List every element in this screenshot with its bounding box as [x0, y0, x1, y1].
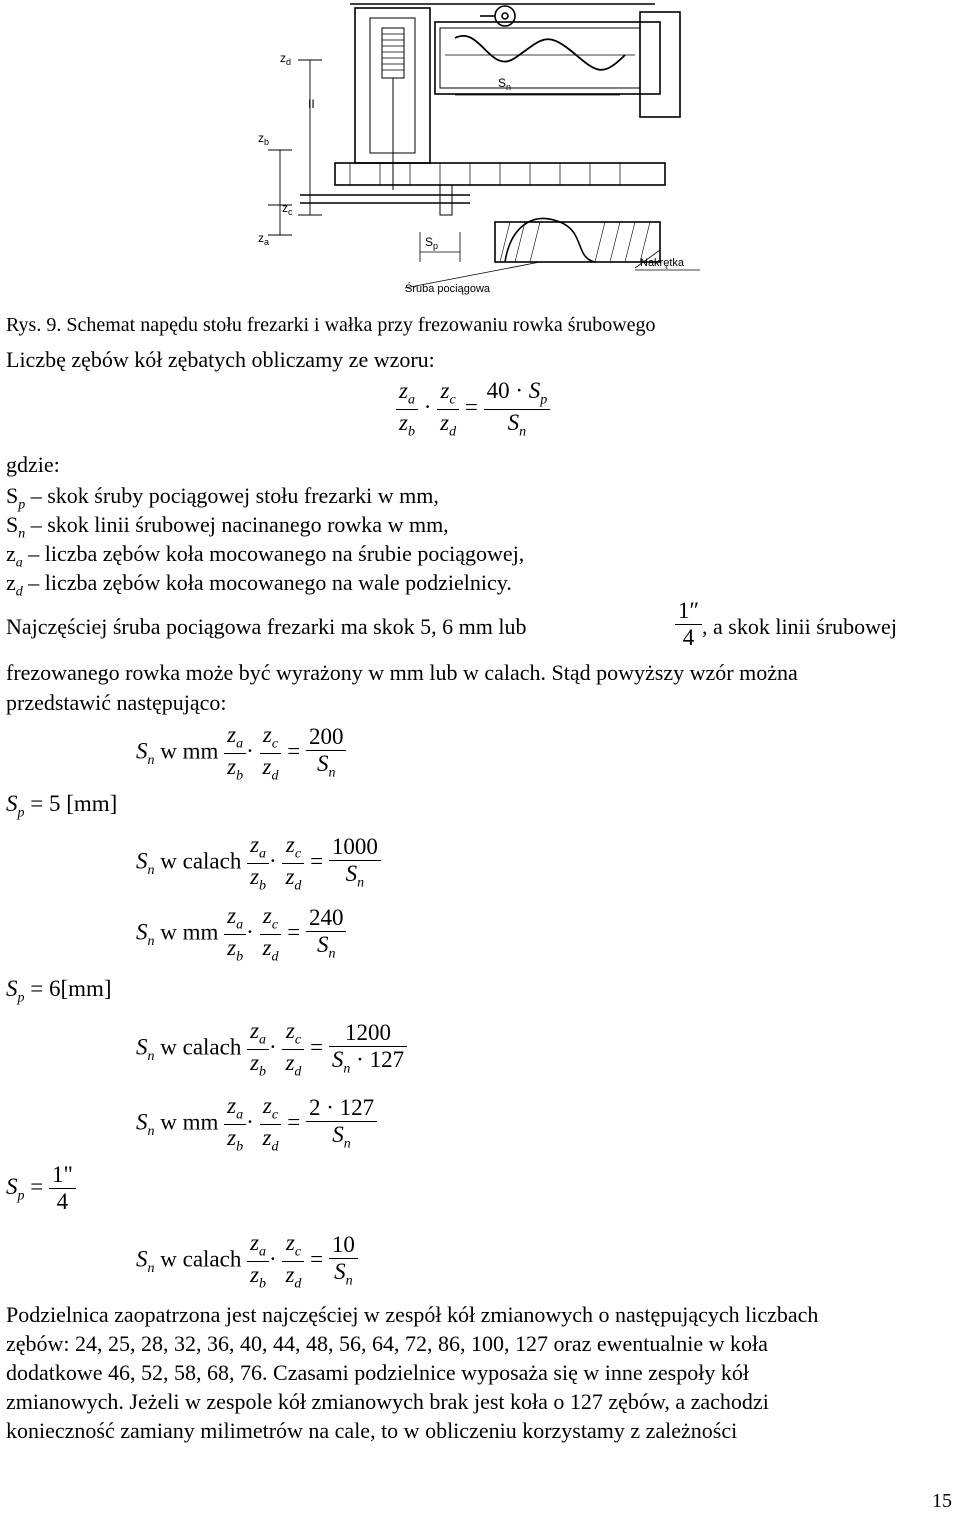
- para1-line2: frezowanego rowka może być wyrażony w mm lub w calach. Stąd powyższy wzór można: [6, 660, 798, 685]
- case-sp5-label: $S_p = 5$ [mm]: [6, 791, 118, 821]
- def-za: $z_a$ – liczba zębów koła mocowanego na śrubie pociągowej,: [6, 541, 525, 571]
- label-zb: $z_b$: [258, 131, 270, 147]
- formula-sp6-cal: $S_n$ w calach $\frac{z_a}{z_b}$ · $\frac{z_c}{z_d}$ = $\frac{1200}{S_n \cdot 127}$: [136, 1018, 407, 1080]
- intro-text: Liczbę zębów kół zębatych obliczamy ze wzoru:: [6, 347, 435, 372]
- def-zd: $z_d$ – liczba zębów koła mocowanego na wale podzielnicy.: [6, 570, 512, 600]
- para1-line3: przedstawić następująco:: [6, 690, 227, 715]
- formula-sp14-mm: $S_n$ w mm $\frac{z_a}{z_b}$ · $\frac{z_c}{z_d}$ = $\frac{2 \cdot 127}{S_n}$: [136, 1093, 377, 1155]
- para1-fraction: $\frac{1''}{4}$: [675, 598, 702, 651]
- main-formula: $\frac{z_a}{z_b}$ · $\frac{z_c}{z_d}$ = $\frac{40 \cdot S_p}{S_n}$: [396, 378, 550, 440]
- label-screw: Śruba pociągowa: [405, 283, 491, 295]
- formula-sp14-cal: $S_n$ w calach $\frac{z_a}{z_b}$ · $\frac{z_c}{z_d}$ = $\frac{10}{S_n}$: [136, 1230, 358, 1292]
- para2-line2: zębów: 24, 25, 28, 32, 36, 40, 44, 48, 56, 64, 72, 86, 100, 127 oraz ewentualnie w koła: [6, 1331, 768, 1356]
- page-number: 15: [932, 1490, 952, 1512]
- para1-line1a: Najczęściej śruba pociągowa frezarki ma skok 5, 6 mm lub: [6, 614, 527, 639]
- label-sn: $S_n$: [498, 76, 512, 92]
- case-sp14-label: $S_p$ = $\frac{1"}{4}$: [6, 1162, 76, 1215]
- para1-line1b: , a skok linii śrubowej: [702, 614, 897, 639]
- para2-line3: dodatkowe 46, 52, 58, 68, 76. Czasami podzielnice wyposaża się w inne zespoły kół: [6, 1360, 749, 1385]
- para2-line5: konieczność zamiany milimetrów na cale, to w obliczeniu korzystamy z zależności: [6, 1418, 738, 1443]
- milling-drive-diagram: [240, 0, 720, 305]
- figure-caption: Rys. 9. Schemat napędu stołu frezarki i wałka przy frezowaniu rowka śrubowego: [6, 314, 656, 336]
- label-roman: II: [308, 97, 315, 111]
- formula-sp6-mm: $S_n$ w mm $\frac{z_a}{z_b}$ · $\frac{z_c}{z_d}$ = $\frac{240}{S_n}$: [136, 903, 346, 965]
- formula-sp5-mm: $S_n$ w mm $\frac{z_a}{z_b}$ · $\frac{z_c}{z_d}$ = $\frac{200}{S_n}$: [136, 722, 346, 784]
- label-nut: Nakrętka: [640, 257, 685, 269]
- label-sp: $S_p$: [425, 235, 439, 251]
- para2-line1: Podzielnica zaopatrzona jest najczęściej w zespół kół zmianowych o następujących liczbach: [6, 1302, 819, 1327]
- gdzie-label: gdzie:: [6, 452, 60, 477]
- def-sp: $S_p$ – skok śruby pociągowej stołu frezarki w mm,: [6, 483, 439, 513]
- label-zd: $z_d$: [280, 51, 292, 67]
- case-sp6-label: $S_p = 6[mm]$: [6, 976, 112, 1006]
- label-zc: $z_c$: [282, 201, 293, 217]
- para2-line4: zmianowych. Jeżeli w zespole kół zmianowych brak jest koła o 127 zębów, a zachodzi: [6, 1389, 769, 1414]
- def-sn: $S_n$ – skok linii śrubowej nacinanego rowka w mm,: [6, 512, 449, 542]
- label-za: $z_a$: [258, 231, 270, 247]
- formula-sp5-cal: $S_n$ w calach $\frac{z_a}{z_b}$ · $\frac{z_c}{z_d}$ = $\frac{1000}{S_n}$: [136, 832, 381, 894]
